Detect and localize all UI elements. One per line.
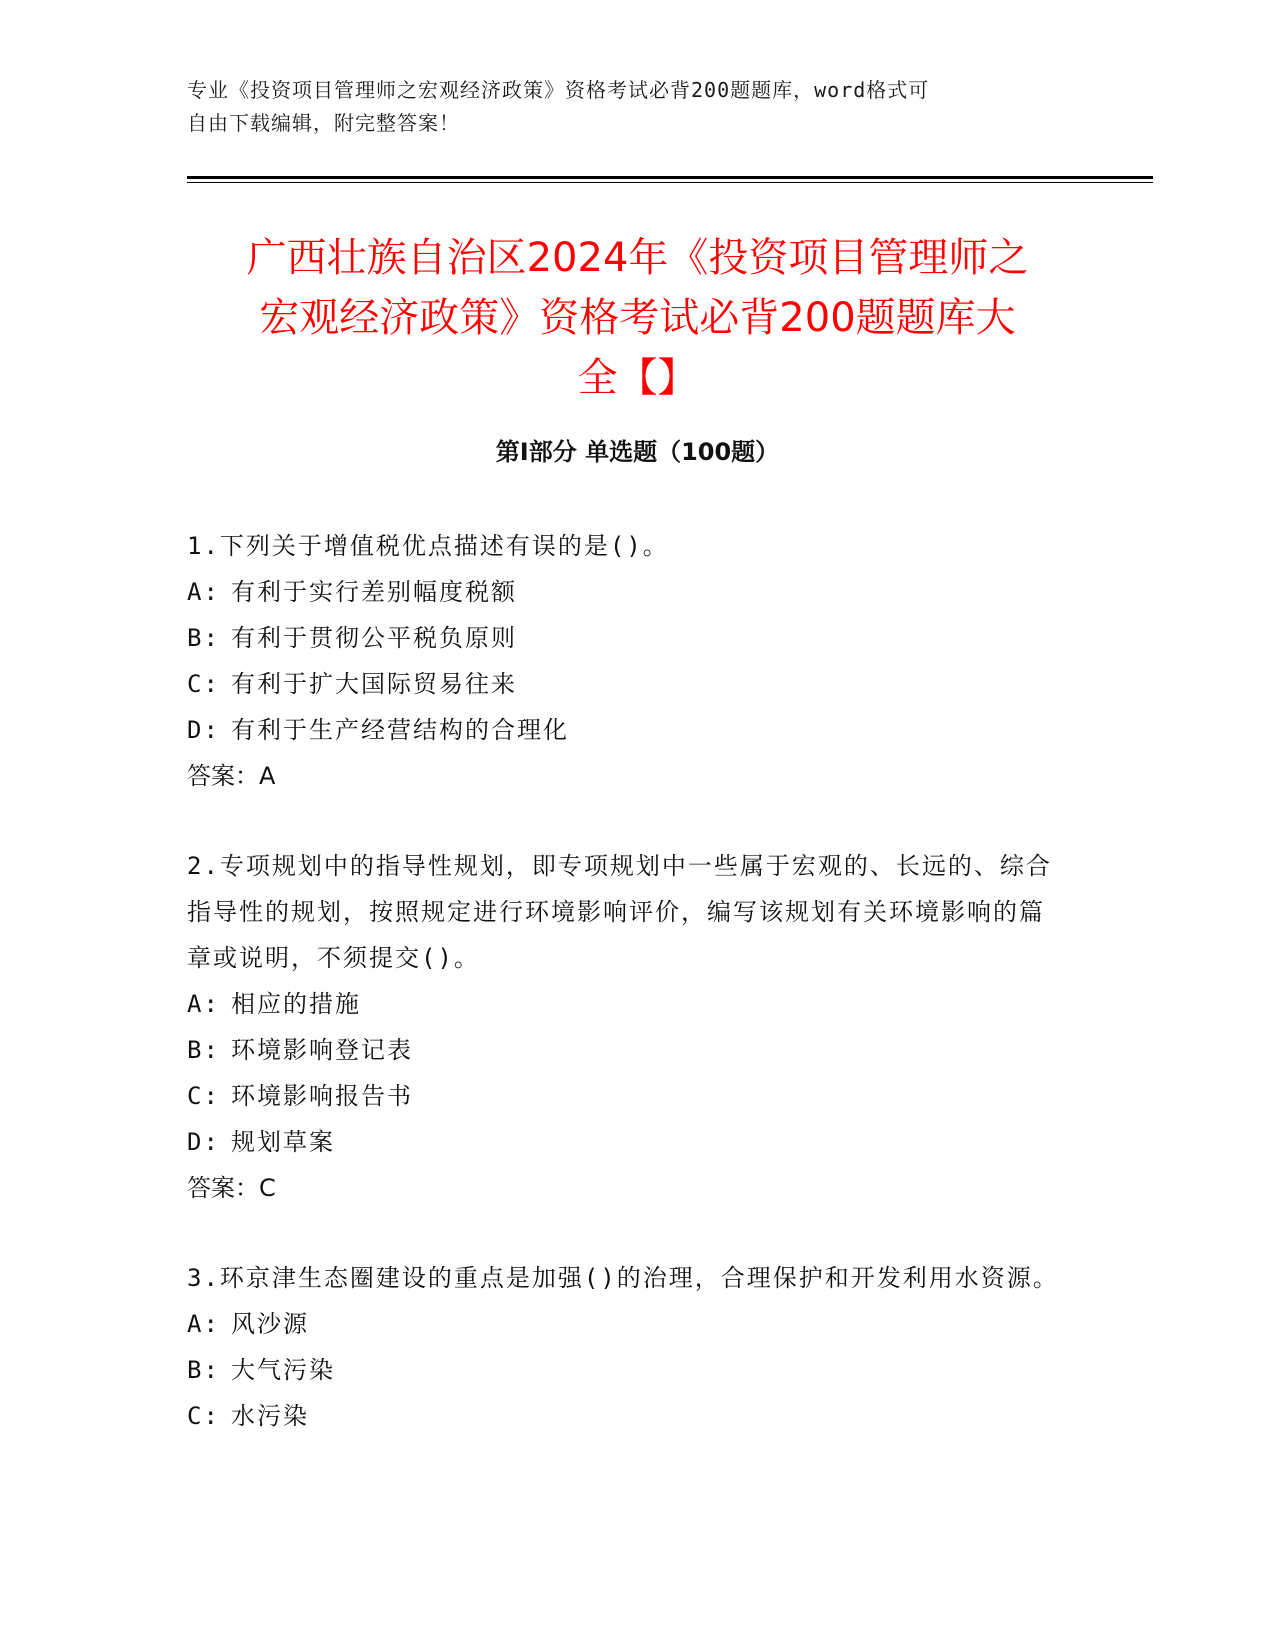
option-key: D: [187,716,220,744]
header-note [187,74,1067,140]
question-stem: 1.下列关于增值税优点描述有误的是()。 [187,532,669,560]
answer-line: 答案：A [187,762,276,790]
option-key: B: [187,1036,220,1064]
option-key: A: [187,578,220,606]
document-title-line-2: 宏观经济政策》资格考试必背200题题库大 [259,295,1016,341]
document-title-line-3: 全【】 [577,355,698,401]
document-title-line-1: 广西壮族自治区2024年《投资项目管理师之 [246,235,1029,281]
option-text: 有利于实行差别幅度税额 [231,578,517,606]
question-2 [187,843,1067,1211]
option-c [187,661,1067,707]
option-b [187,1347,1067,1393]
option-a [187,981,1067,1027]
option-c [187,1073,1067,1119]
question-list [187,523,1067,1483]
option-text: 水污染 [231,1402,309,1430]
option-text: 环境影响报告书 [231,1082,413,1110]
header-rule-thick [187,176,1153,179]
option-a [187,1301,1067,1347]
question-stem: 2.专项规划中的指导性规划，即专项规划中一些属于宏观的、长远的、综合指导性的规划，按照规定进行环境影响评价，编写该规划有关环境影响的篇章或说明，不须提交()。 [187,852,1052,972]
option-text: 有利于扩大国际贸易往来 [231,670,517,698]
option-key: D: [187,1128,220,1156]
option-key: B: [187,1356,220,1384]
header-rule-thin [187,182,1153,183]
option-c [187,1393,1067,1439]
option-key: C: [187,1402,220,1430]
question-3 [187,1255,1067,1439]
option-text: 有利于贯彻公平税负原则 [231,624,517,652]
option-text: 风沙源 [231,1310,309,1338]
option-a [187,569,1067,615]
option-key: B: [187,624,220,652]
document-title [170,228,1105,408]
option-d [187,1119,1067,1165]
option-text: 有利于生产经营结构的合理化 [231,716,569,744]
header-note-line-2: 自由下载编辑，附完整答案！ [187,111,460,135]
option-key: C: [187,670,220,698]
option-text: 相应的措施 [231,990,361,1018]
option-b [187,615,1067,661]
option-d [187,707,1067,753]
option-text: 大气污染 [231,1356,335,1384]
option-key: C: [187,1082,220,1110]
question-stem: 3.环京津生态圈建设的重点是加强()的治理，合理保护和开发利用水资源。 [187,1264,1059,1292]
section-heading: 第I部分 单选题（100题） [495,438,780,466]
option-b [187,1027,1067,1073]
option-key: A: [187,1310,220,1338]
answer-line: 答案：C [187,1174,276,1202]
option-key: A: [187,990,220,1018]
header-note-line-1: 专业《投资项目管理师之宏观经济政策》资格考试必背200题题库，word格式可 [187,78,930,102]
option-text: 规划草案 [231,1128,335,1156]
option-text: 环境影响登记表 [231,1036,413,1064]
question-1 [187,523,1067,799]
